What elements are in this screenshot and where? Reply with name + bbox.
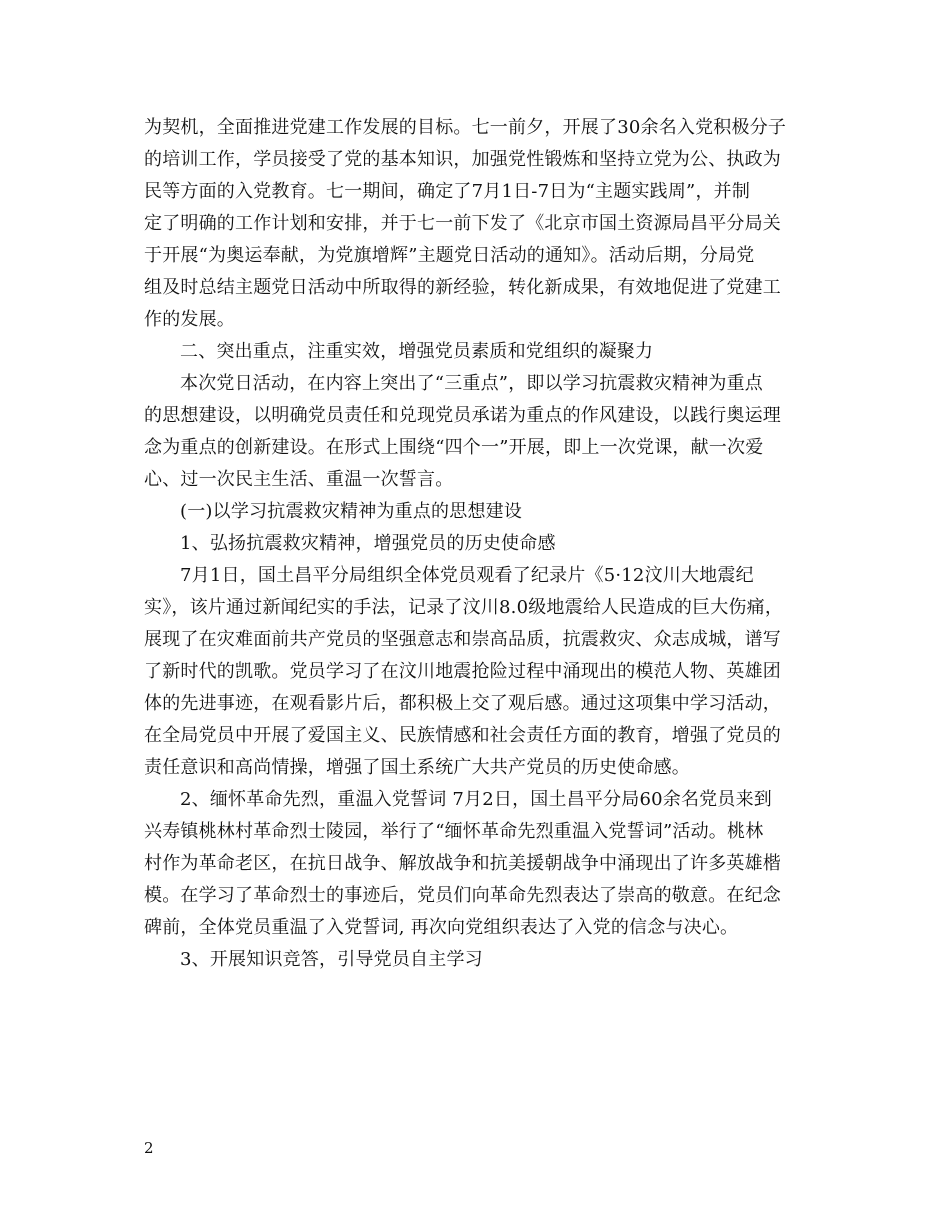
- text-line: (一)以学习抗震救灾精神为重点的思想建设: [180, 501, 523, 522]
- text-line: 了新时代的凯歌。党员学习了在汶川地震抢险过程中涌现出的模范人物、英雄团: [144, 661, 781, 682]
- text-line: 2、缅怀革命先烈，重温入党誓词 7月2日，国土昌平分局60余名党员来到: [180, 789, 772, 810]
- page-number: 2: [144, 1139, 154, 1157]
- text-line: 本次党日活动，在内容上突出了“三重点”，即以学习抗震救灾精神为重点: [180, 373, 764, 394]
- text-line: 作的发展。: [144, 309, 235, 330]
- text-line: 二、突出重点，注重实效，增强党员素质和党组织的凝聚力: [180, 341, 654, 362]
- text-line: 责任意识和高尚情操，增强了国土系统广大共产党员的历史使命感。: [144, 757, 690, 778]
- text-line: 碑前，全体党员重温了入党誓词, 再次向党组织表达了入党的信念与决心。: [144, 917, 739, 938]
- document-body: [144, 112, 804, 976]
- text-line: 实》，该片通过新闻纪实的手法，记录了汶川8.0级地震给人民造成的巨大伤痛，: [144, 597, 784, 618]
- text-line: 的培训工作，学员接受了党的基本知识，加强党性锻炼和坚持立党为公、执政为: [144, 149, 781, 170]
- text-line: 兴寿镇桃林村革命烈士陵园，举行了“缅怀革命先烈重温入党誓词”活动。桃林: [144, 821, 764, 842]
- text-line: 组及时总结主题党日活动中所取得的新经验，转化新成果，有效地促进了党建工: [144, 277, 781, 298]
- text-line: 定了明确的工作计划和安排，并于七一前下发了《北京市国土资源局昌平分局关: [144, 213, 781, 234]
- text-line: 3、开展知识竞答，引导党员自主学习: [180, 949, 483, 970]
- text-line: 于开展“为奥运奉献，为党旗增辉”主题党日活动的通知》。活动后期，分局党: [144, 245, 755, 266]
- text-line: 7月1日，国土昌平分局组织全体党员观看了纪录片《5·12汶川大地震纪: [180, 565, 754, 586]
- text-line: 村作为革命老区，在抗日战争、解放战争和抗美援朝战争中涌现出了许多英雄楷: [144, 853, 781, 874]
- text-line: 念为重点的创新建设。在形式上围绕“四个一”开展，即上一次党课，献一次爱: [144, 437, 764, 458]
- text-line: 1、弘扬抗震救灾精神，增强党员的历史使命感: [180, 533, 556, 554]
- text-line: 模。在学习了革命烈士的事迹后，党员们向革命先烈表达了崇高的敬意。在纪念: [144, 885, 781, 906]
- text-line: 为契机，全面推进党建工作发展的目标。七一前夕，开展了30余名入党积极分子: [144, 117, 787, 138]
- text-line: 体的先进事迹，在观看影片后，都积极上交了观后感。通过这项集中学习活动，: [144, 693, 781, 714]
- text-line: 展现了在灾难面前共产党员的坚强意志和崇高品质，抗震救灾、众志成城，谱写: [144, 629, 781, 650]
- text-line: 民等方面的入党教育。七一期间，确定了7月1日-7日为“主题实践周”，并制: [144, 181, 751, 202]
- text-line: 在全局党员中开展了爱国主义、民族情感和社会责任方面的教育，增强了党员的: [144, 725, 781, 746]
- text-line: 心、过一次民主生活、重温一次誓言。: [144, 469, 454, 490]
- text-line: 的思想建设，以明确党员责任和兑现党员承诺为重点的作风建设，以践行奥运理: [144, 405, 781, 426]
